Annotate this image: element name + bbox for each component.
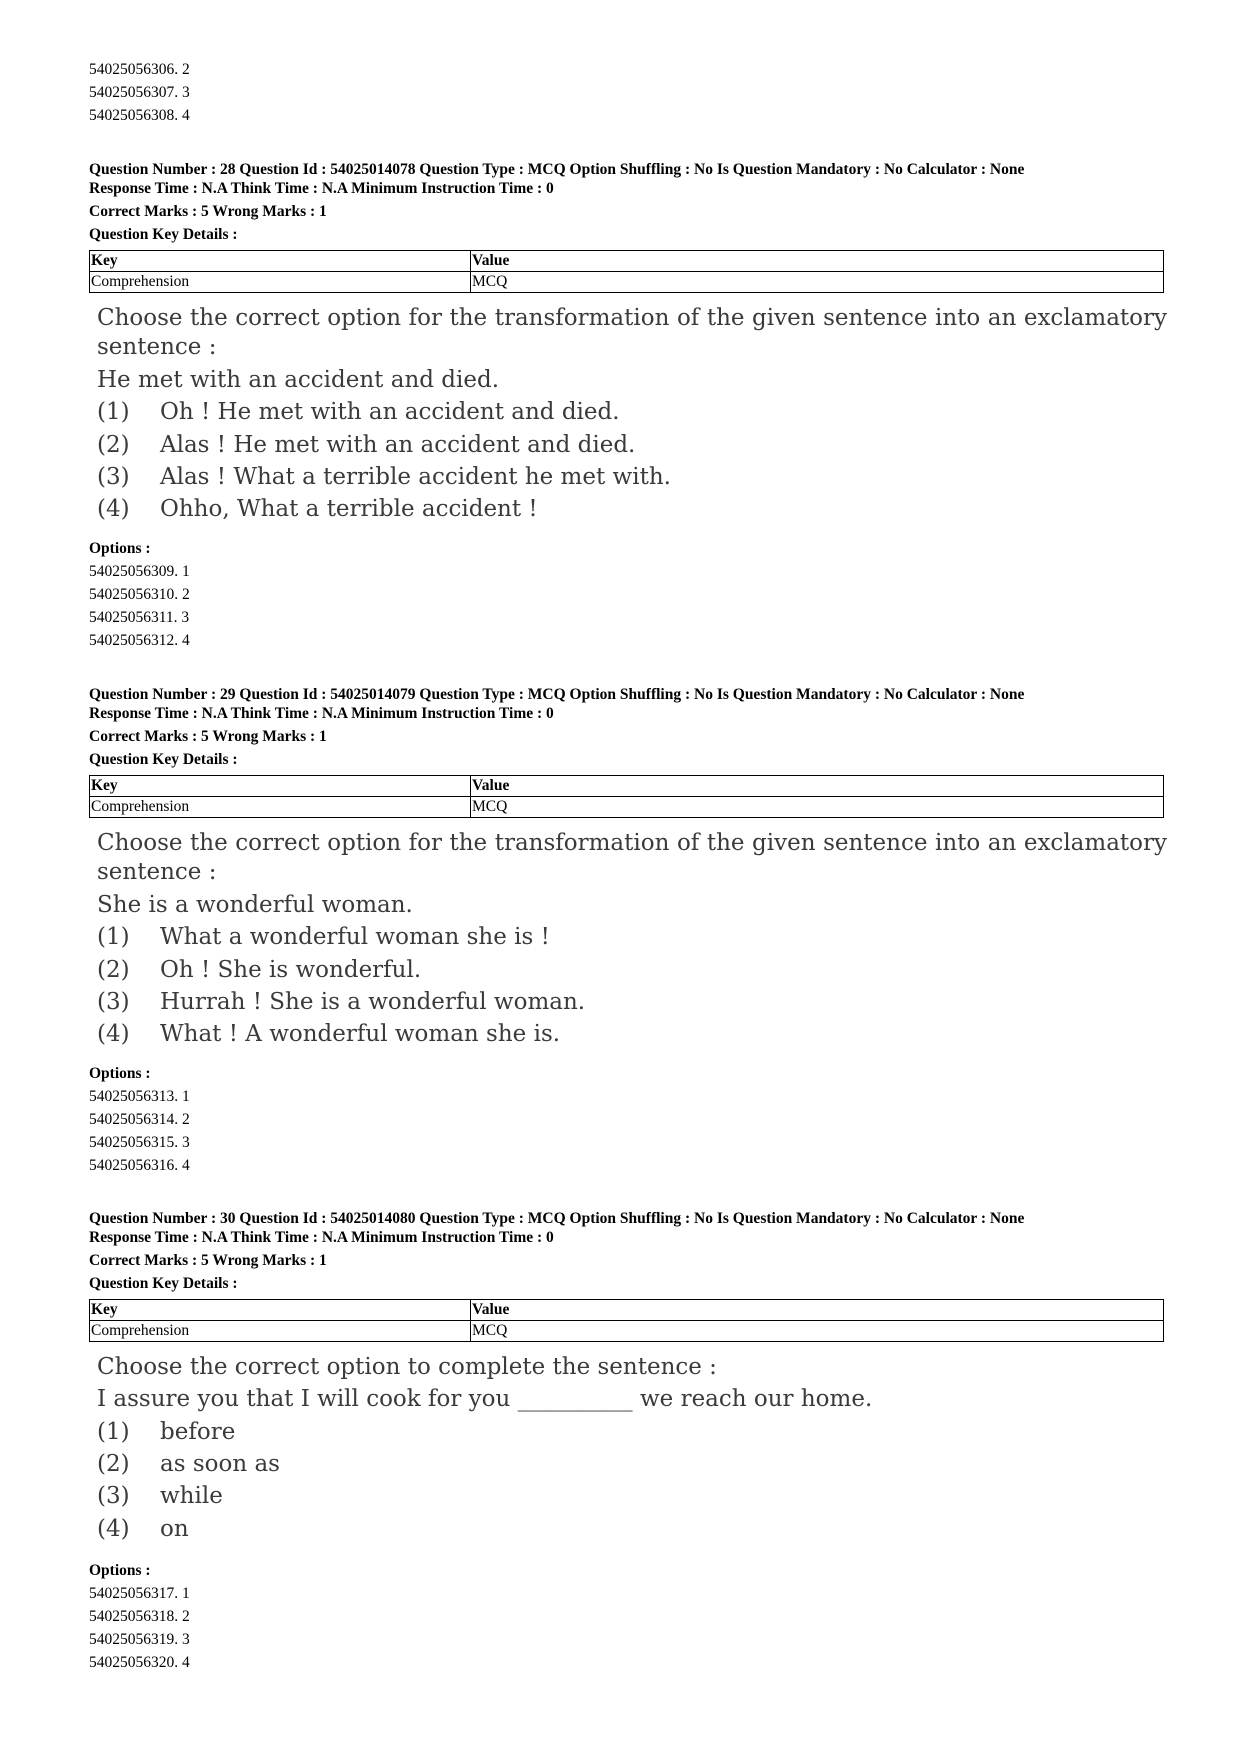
choice-text: Alas ! What a terrible accident he met with. [160,464,671,490]
choice-number: (2) [97,432,130,458]
option-id-line: 54025056313. 1 [89,1088,190,1105]
question-stem-continued: sentence : [97,859,217,885]
question-stem: Choose the correct option for the transformation of the given sentence into an exclamatory [97,830,1167,856]
key-cell: Comprehension [90,1321,471,1342]
question-sentence: He met with an accident and died. [97,367,500,393]
question-header: Question Number : 30 Question Id : 54025014080 Question Type : MCQ Option Shuffling : No Is Question Mandatory : No Calculator : None [89,1210,1025,1227]
question-stem: Choose the correct option for the transformation of the given sentence into an exclamatory [97,305,1167,331]
key-details-label: Question Key Details : [89,226,238,243]
option-id-line: 54025056319. 3 [89,1631,190,1648]
choice-text: What a wonderful woman she is ! [160,924,550,950]
option-id-line: 54025056307. 3 [89,84,190,101]
choice-text: What ! A wonderful woman she is. [160,1021,561,1047]
key-details-label: Question Key Details : [89,751,238,768]
value-header: Value [471,1300,1164,1321]
key-cell: Comprehension [90,272,471,293]
question-sentence: She is a wonderful woman. [97,892,413,918]
option-id-line: 54025056315. 3 [89,1134,190,1151]
question-body [97,1353,1172,1553]
key-cell: Comprehension [90,797,471,818]
question-sentence: I assure you that I will cook for you __________ we reach our home. [97,1386,873,1412]
key-details-label: Question Key Details : [89,1275,238,1292]
question-header: Question Number : 29 Question Id : 54025014079 Question Type : MCQ Option Shuffling : No Is Question Mandatory : No Calculator : None [89,686,1025,703]
question-body [97,304,1172,534]
value-cell: MCQ [471,272,1164,293]
question-key-table [89,775,1164,818]
choice-number: (3) [97,464,130,490]
question-timing: Response Time : N.A Think Time : N.A Minimum Instruction Time : 0 [89,705,554,722]
option-id-line: 54025056320. 4 [89,1654,190,1671]
options-label: Options : [89,1562,151,1579]
option-id-line: 54025056316. 4 [89,1157,190,1174]
choice-text: Ohho, What a terrible accident ! [160,496,538,522]
choice-number: (3) [97,989,130,1015]
option-id-line: 54025056314. 2 [89,1111,190,1128]
choice-number: (1) [97,924,130,950]
question-marks: Correct Marks : 5 Wrong Marks : 1 [89,203,327,220]
choice-text: Hurrah ! She is a wonderful woman. [160,989,586,1015]
option-id-line: 54025056317. 1 [89,1585,190,1602]
question-stem-continued: sentence : [97,334,217,360]
option-id-line: 54025056310. 2 [89,586,190,603]
question-key-table [89,250,1164,293]
choice-text: as soon as [160,1451,280,1477]
question-header: Question Number : 28 Question Id : 54025014078 Question Type : MCQ Option Shuffling : No Is Question Mandatory : No Calculator : None [89,161,1025,178]
question-timing: Response Time : N.A Think Time : N.A Minimum Instruction Time : 0 [89,180,554,197]
option-id-line: 54025056312. 4 [89,632,190,649]
value-header: Value [471,251,1164,272]
question-timing: Response Time : N.A Think Time : N.A Minimum Instruction Time : 0 [89,1229,554,1246]
question-marks: Correct Marks : 5 Wrong Marks : 1 [89,728,327,745]
options-label: Options : [89,540,151,557]
key-header: Key [90,251,471,272]
choice-number: (1) [97,399,130,425]
question-stem: Choose the correct option to complete the sentence : [97,1354,717,1380]
option-id-line: 54025056309. 1 [89,563,190,580]
choice-text: on [160,1516,189,1542]
question-marks: Correct Marks : 5 Wrong Marks : 1 [89,1252,327,1269]
value-cell: MCQ [471,797,1164,818]
choice-number: (2) [97,1451,130,1477]
key-header: Key [90,776,471,797]
choice-number: (2) [97,957,130,983]
choice-number: (4) [97,1021,130,1047]
choice-text: Oh ! She is wonderful. [160,957,422,983]
choice-text: while [160,1483,223,1509]
choice-text: Oh ! He met with an accident and died. [160,399,620,425]
choice-number: (1) [97,1419,130,1445]
option-id-line: 54025056306. 2 [89,61,190,78]
choice-number: (3) [97,1483,130,1509]
choice-text: Alas ! He met with an accident and died. [160,432,636,458]
value-header: Value [471,776,1164,797]
option-id-line: 54025056308. 4 [89,107,190,124]
choice-text: before [160,1419,236,1445]
question-body [97,829,1172,1059]
key-header: Key [90,1300,471,1321]
question-key-table [89,1299,1164,1342]
option-id-line: 54025056311. 3 [89,609,190,626]
value-cell: MCQ [471,1321,1164,1342]
choice-number: (4) [97,1516,130,1542]
choice-number: (4) [97,496,130,522]
options-label: Options : [89,1065,151,1082]
option-id-line: 54025056318. 2 [89,1608,190,1625]
